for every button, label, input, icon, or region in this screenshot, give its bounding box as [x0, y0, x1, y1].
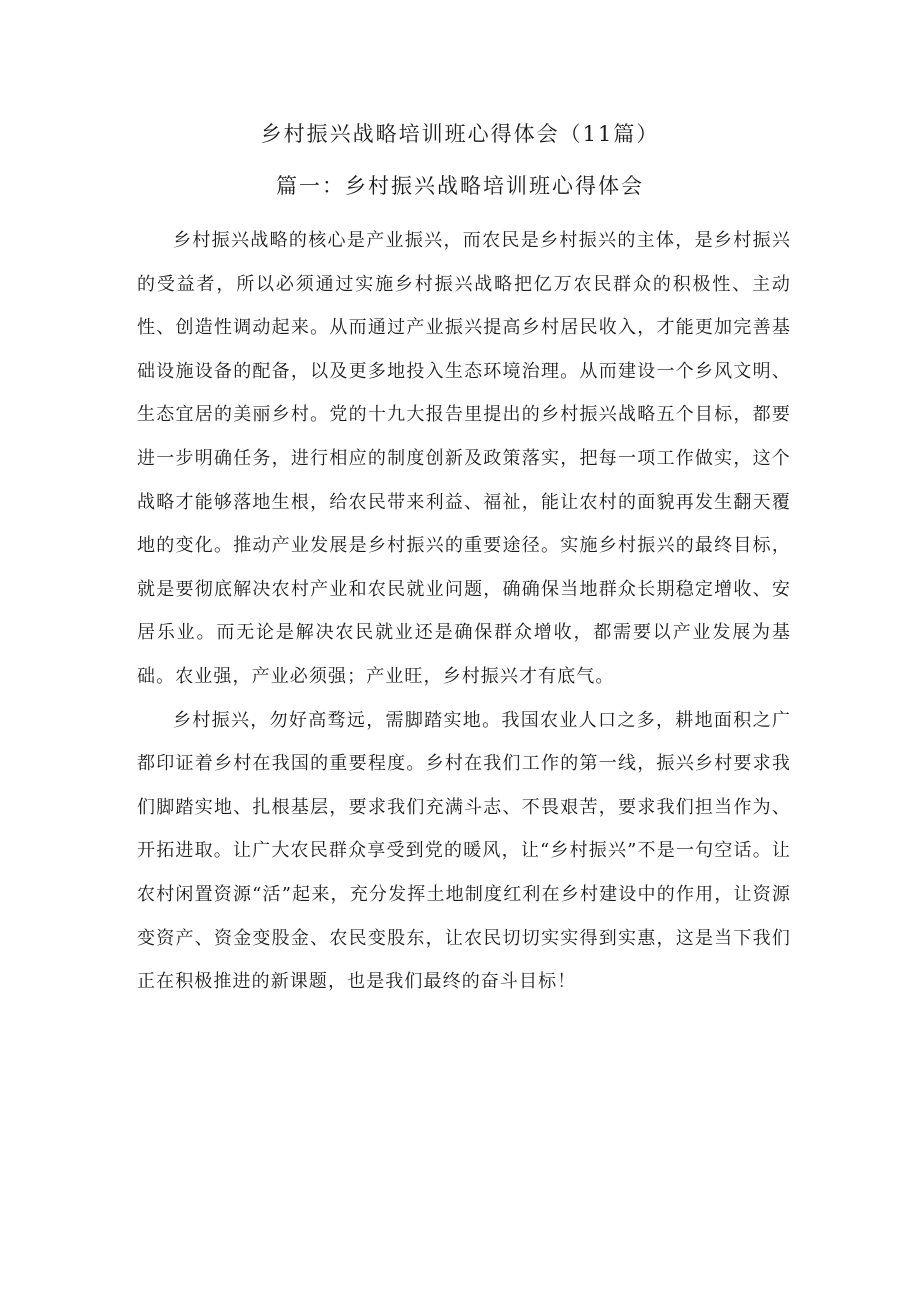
document-title: 乡村振兴战略培训班心得体会（11篇）: [260, 122, 660, 146]
paragraph: 乡村振兴，勿好高骛远，需脚踏实地。我国农业人口之多，耕地面积之广都印证着乡村在我国的重要程度。乡村在我们工作的第一线，振兴乡村要求我们脚踏实地、扎根基层，要求我们充满斗志、不畏艰苦，要求我们担当作为、开拓进取。让广大农民群众享受到党的暖风，让“乡村振兴”不是一句空话。让农村闲置资源“活”起来，充分发挥土地制度红利在乡村建设中的作用，让资源变资产、资金变股金、农民变股东，让农民切切实实得到实惠，这是当下我们正在积极推进的新课题，也是我们最终的奋斗目标！: [137, 709, 791, 993]
paragraph: 乡村振兴战略的核心是产业振兴，而农民是乡村振兴的主体，是乡村振兴的受益者，所以必须通过实施乡村振兴战略把亿万农民群众的积极性、主动性、创造性调动起来。从而通过产业振兴提高乡村居民收入，才能更加完善基础设施设备的配备，以及更多地投入生态环境治理。从而建设一个乡风文明、生态宜居的美丽乡村。党的十九大报告里提出的乡村振兴战略五个目标，都要进一步明确任务，进行相应的制度创新及政策落实，把每一项工作做实，这个战略才能够落地生根，给农民带来利益、福祉，能让农村的面貌再发生翻天覆地的变化。推动产业发展是乡村振兴的重要途径。实施乡村振兴的最终目标，就是要彻底解决农村产业和农民就业问题，确确保当地群众长期稳定增收、安居乐业。而无论是解决农民就业还是确保群众增收，都需要以产业发展为基础。农业强，产业必须强；产业旺，乡村振兴才有底气。: [137, 230, 791, 687]
document-body: [137, 219, 791, 1004]
section-title: 篇一：乡村振兴战略培训班心得体会: [276, 174, 644, 198]
